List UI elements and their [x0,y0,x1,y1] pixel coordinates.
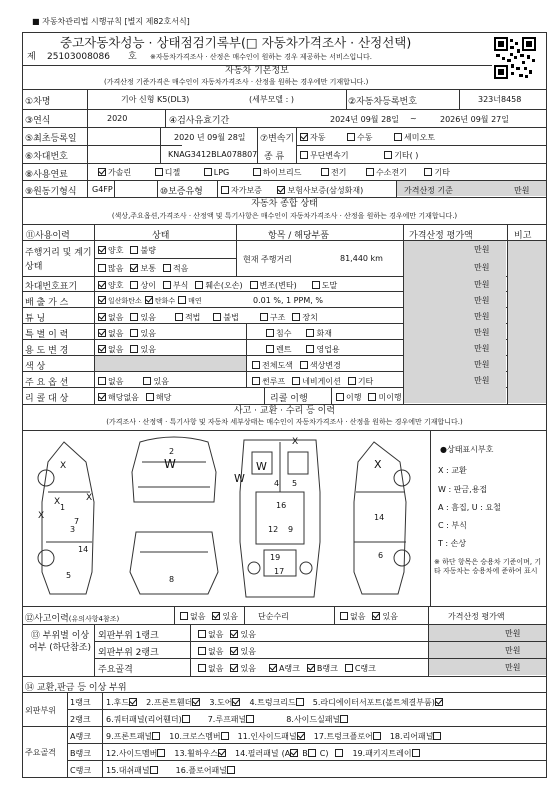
price-header: 가격산정 평가액 [409,231,473,241]
tuning-legal-checkbox[interactable] [175,313,183,321]
law-reference: ■ 자동차관리법 시행규칙 [별지 제82호서식] [32,17,190,26]
gas-label: 배 출 가 스 [25,298,69,308]
mileage-opts-1: 양호 불량 [98,245,163,256]
side-sill-checkbox[interactable] [340,715,348,723]
hood-checkbox[interactable] [129,698,137,706]
valid-from: 2024년 09월 28일 [330,115,399,124]
fuel-options: 가솔린 디젤 LPG 하이브리드 전기 수소전기 기타 [98,167,457,178]
status-title: 자동차 종합 상태 [251,199,318,209]
recall-do-options: 이행 미이행 [336,392,409,403]
recall-options: 해당없음 해당 [98,392,178,403]
mark-x-5: X [292,437,299,447]
special-label: 특 별 이 력 [25,330,69,340]
won-mileage-1: 만원 [474,245,490,254]
recall-label: 리 콜 대 상 [25,394,69,404]
accident-price-label: 가격산정 평가액 [448,612,505,621]
fuel-hydrogen-checkbox[interactable] [366,168,374,176]
won-outer1: 만원 [505,629,521,638]
svg-text:7: 7 [74,517,80,526]
rank-b-items: 12.사이드멤버 13.휠하우스 14.필러패널 (A B C) 19.패키지트레이 [106,748,429,759]
svg-text:3: 3 [70,525,76,534]
reg-no: 323너8458 [478,95,522,104]
gas-values: 0.01 %, 1 PPM, % [253,296,323,305]
engine-label: ⑨원동기형식 [25,187,77,197]
warranty-label: ⑩보증유형 [160,187,203,197]
svg-text:2: 2 [169,447,175,456]
gas-co-checkbox[interactable] [98,296,106,304]
special-options-2: 침수 화재 [252,328,339,339]
navigation-checkbox[interactable] [292,377,300,385]
engine-type: G4FP [92,185,113,194]
recall-notdone-checkbox[interactable] [368,393,376,401]
insurance-warranty-checkbox[interactable] [277,186,285,194]
color-options: 전체도색 색상변경 [252,360,348,371]
state-header: 상태 [152,231,170,241]
option-yes-checkbox[interactable] [143,377,151,385]
mileage-now-label: 현재 주행거리 [243,255,292,264]
change-options-2: 렌트 영업용 [252,344,347,355]
rank2-label: 2랭크 [70,715,91,724]
special-options: 없음 있음 [98,328,163,339]
mileage-value: 81,440 km [340,254,383,263]
mileage-good-checkbox[interactable] [98,246,106,254]
special-yes-checkbox[interactable] [130,329,138,337]
svg-text:5: 5 [66,571,72,580]
legend-title: ●상태표시부호 [440,445,494,454]
plate-smear-checkbox[interactable] [312,281,320,289]
won-frame: 만원 [505,663,521,672]
svg-text:16: 16 [276,501,287,510]
gear-label: ⑦변속기 [260,134,295,144]
won-gas: 만원 [474,296,490,305]
svg-text:14: 14 [374,513,385,522]
legend-scratch: A : 흠집, U : 요철 [438,503,501,512]
mark-x-1: X [60,461,67,471]
fuel-diesel-checkbox[interactable] [155,168,163,176]
tuning-yes-checkbox[interactable] [130,313,138,321]
wheel-house-checkbox[interactable] [218,749,226,757]
rank1-items: 1.후드 2.프론트휀더 3.도어 4.트렁크리드 5.라디에이터서포트(볼트체결부품) [106,697,452,708]
year: 2020 [107,114,128,123]
service-note: ※자동차가격조사 · 산정은 매수인이 원하는 경우 제공하는 서비스입니다. [150,53,372,61]
car-name-label: ①차명 [25,97,51,107]
roof-panel-checkbox[interactable] [246,715,254,723]
flood-checkbox[interactable] [266,329,274,337]
outer-parts-label: 외판부위 [25,706,56,715]
plate-rust-checkbox[interactable] [163,281,171,289]
svg-text:1: 1 [60,503,66,512]
frame-options: 없음 있음 A랭크 B랭크 C랭크 [198,663,383,674]
mileage-opts-2: 많음 보통 적음 [98,263,195,274]
change-none-checkbox[interactable] [98,345,106,353]
qr-code [494,37,536,79]
outer1-yes-checkbox[interactable] [230,630,238,638]
special-none-checkbox[interactable] [98,329,106,337]
detail-model: (세부모델 : ) [249,95,294,104]
simple-repair-label: 단순수리 [258,612,289,621]
outer2-none-checkbox[interactable] [198,647,206,655]
cross-member-checkbox[interactable] [221,732,229,740]
outer1-none-checkbox[interactable] [198,630,206,638]
recall-none-checkbox[interactable] [98,393,106,401]
note-header: 비고 [514,231,532,241]
body-parts-label: ⑬ 부위별 이상여부 (하단참조) [28,631,92,653]
doc-no-suffix: 호 [128,52,137,62]
outer2-options: 없음 있음 [198,646,263,657]
rear-panel-checkbox[interactable] [433,732,441,740]
plate-good-checkbox[interactable] [98,281,106,289]
option-label: 주 요 옵 션 [25,378,69,388]
option-options: 없음 있음 [98,376,176,387]
color-label: 색 상 [25,362,46,372]
dash-panel-checkbox[interactable] [150,766,158,774]
gear-semi-auto-checkbox[interactable] [394,133,402,141]
car-diagram [24,432,428,604]
basic-info-title: 자동차 기본정보 [225,66,289,76]
mileage-few-checkbox[interactable] [163,264,171,272]
svg-text:4: 4 [274,479,280,488]
package-tray-checkbox[interactable] [412,749,420,757]
legend-corrosion: C : 부식 [438,521,467,530]
mark-w-1: W [164,457,176,471]
front-fender-checkbox[interactable] [192,698,200,706]
basic-info-note: (가격산정 기준가격은 매수인이 자동차가격조사 · 산정을 원하는 경우에만 기재합니다.) [104,78,369,86]
floor-panel-checkbox[interactable] [227,766,235,774]
fuel-electric-checkbox[interactable] [321,168,329,176]
mark-w-2: W [256,460,267,473]
outer1-options: 없음 있음 [198,629,263,640]
plate-diff-checkbox[interactable] [130,281,138,289]
svg-text:12: 12 [268,525,279,534]
year-label: ③연식 [25,116,51,126]
mark-x-3: X [38,511,45,521]
plate-label: 차대번호표기 [25,282,78,292]
pillar-a-checkbox[interactable] [290,749,298,757]
accident-title: 사고 · 교환 · 수리 등 이력 [233,406,336,416]
svg-text:17: 17 [274,567,285,576]
simple-yes-checkbox[interactable] [372,612,380,620]
fire-checkbox[interactable] [306,329,314,337]
accident-history-label: ⑫사고이력(유의사항4참조) [25,614,120,624]
mileage-normal-checkbox[interactable] [130,264,138,272]
rank-b-label: B랭크 [70,749,91,758]
door-checkbox[interactable] [232,698,240,706]
change-options: 없음 있음 [98,344,163,355]
won-color: 만원 [474,360,490,369]
mileage-bad-checkbox[interactable] [130,246,138,254]
svg-text:5: 5 [292,479,298,488]
rank1-label: 1랭크 [70,698,91,707]
recall-yes-checkbox[interactable] [146,393,154,401]
item-header: 항목 / 해당부품 [268,231,329,241]
first-reg-date: 2020 년 09월 28일 [174,133,246,142]
vin-label: ⑥차대번호 [25,152,68,162]
simple-none-checkbox[interactable] [340,612,348,620]
outer-rank2-label: 외판부위 2랭크 [98,648,159,658]
gear-manual-checkbox[interactable] [347,133,355,141]
won-option: 만원 [474,376,490,385]
won-plate: 만원 [474,280,490,289]
won-tuning: 만원 [474,312,490,321]
plate-damage-checkbox[interactable] [195,281,203,289]
vin: KNAG3412BLA078807 [168,150,258,159]
mark-x-2: X [54,497,61,507]
valid-label: ④검사유효기간 [169,116,230,126]
option-other-checkbox[interactable] [348,377,356,385]
change-yes-checkbox[interactable] [130,345,138,353]
radiator-support-checkbox[interactable] [435,698,443,706]
fuel-gasoline-checkbox[interactable] [98,168,106,176]
valid-tilde: ~ [410,114,417,123]
pillar-c-checkbox[interactable] [335,749,343,757]
frame-b-checkbox[interactable] [307,664,315,672]
outer-rank1-label: 외판부위 1랭크 [98,631,159,641]
price-std-won: 만원 [514,186,530,195]
rank-a-items: 9.프론트패널 10.크로스멤버 11.인사이드패널 17.트렁크플로어 18.리어패널 [106,731,450,742]
frame-a-checkbox[interactable] [269,664,277,672]
gear-type-label: 종 류 [264,152,285,162]
won-change: 만원 [474,344,490,353]
full-paint-checkbox[interactable] [252,361,260,369]
valid-to: 2026년 09월 27일 [440,115,509,124]
tuning-struct-checkbox[interactable] [260,313,268,321]
tuning-device-checkbox[interactable] [292,313,300,321]
tuning-label: 튜 닝 [25,314,46,324]
rear-top-outline [130,532,218,594]
mark-x-4: X [86,493,93,503]
first-reg-label: ⑤최초등록일 [25,134,77,144]
warranty-options: 자가보증 보험사보증(삼성화재) [221,185,370,196]
accident-yes-checkbox[interactable] [212,612,220,620]
side-member-checkbox[interactable] [157,749,165,757]
doc-no-prefix: 제 [27,52,36,62]
form-title: 중고자동차성능 · 상태점검기록부(□ 자동차가격조사 · 산정선택) [60,35,412,50]
legend-exchange: X : 교환 [438,466,467,475]
legend-weld: W : 판금,용접 [438,485,488,494]
rent-checkbox[interactable] [266,345,274,353]
tuning-options: 없음 있음 적법 불법 구조 장치 [98,312,325,323]
option-none-checkbox[interactable] [98,377,106,385]
gas-smoke-checkbox[interactable] [178,296,186,304]
use-history-header: ⑪사용이력 [26,231,70,241]
gas-hc-checkbox[interactable] [145,296,153,304]
gear-other-checkbox[interactable] [384,151,392,159]
price-std-label: 가격산정 기준 [404,186,453,195]
tuning-none-checkbox[interactable] [98,313,106,321]
gas-options: 일산화탄소 탄화수 매연 [98,296,209,306]
recall-do-label: 리콜 이행 [270,394,308,404]
frame-none-checkbox[interactable] [198,664,206,672]
parts-title: ⑭ 교환,판금 등 이상 부위 [25,683,127,693]
gear-auto-checkbox[interactable] [300,133,308,141]
inside-panel-checkbox[interactable] [297,732,305,740]
accident-none-checkbox[interactable] [180,612,188,620]
fuel-hybrid-checkbox[interactable] [253,168,261,176]
svg-text:6: 6 [378,551,384,560]
fuel-other-checkbox[interactable] [424,168,432,176]
rank-c-items: 15.대쉬패널 16.플로어패널 [106,765,244,776]
main-frame-label: 주요골격 [25,748,56,757]
svg-text:14: 14 [78,545,89,554]
trunk-floor-checkbox[interactable] [373,732,381,740]
accident-note: (가격조사 · 산정액 · 특기사항 및 자동차 세부상태는 매수인이 자동차가격조사 · 산정을 원하는 경우에만 기재합니다.) [106,418,463,426]
mark-x-6: X [374,458,382,471]
status-note: (색상,주요옵션,가격조사 · 산정액 및 특기사항은 매수인이 자동차가격조사 · 산정을 원하는 경우에만 기재합니다.) [111,212,458,220]
gear-options-2: 무단변속기 기타( ) [300,150,425,161]
svg-text:8: 8 [169,575,175,584]
business-checkbox[interactable] [306,345,314,353]
rank-c-label: C랭크 [70,766,92,775]
mileage-label: 주행거리 및 계기상태 [25,248,92,272]
mark-w-3: W [234,472,245,485]
fuel-lpg-checkbox[interactable] [204,168,212,176]
plate-altered-checkbox[interactable] [250,281,258,289]
sunroof-checkbox[interactable] [252,377,260,385]
legend-note: ※ 하단 항목은 승용차 기준이며, 기타 자동차는 승용차에 준하여 표시 [434,558,542,575]
doc-number: 25103008086 [47,52,110,62]
gear-cvt-checkbox[interactable] [300,151,308,159]
frame-label: 주요골격 [98,665,133,675]
trunk-lid-checkbox[interactable] [296,698,304,706]
simple-repair-options: 없음 있음 [340,611,405,622]
recall-done-checkbox[interactable] [336,393,344,401]
self-warranty-checkbox[interactable] [221,186,229,194]
frame-c-checkbox[interactable] [345,664,353,672]
rank-a-label: A랭크 [70,732,91,741]
color-change-checkbox[interactable] [300,361,308,369]
rank2-items: 6.쿼터패널(리어휀더) 7.루프패널 8.사이드실패널 [106,714,357,725]
option-options-2: 썬루프 네비게이션 기타 [252,376,380,387]
accident-history-options: 없음 있음 [180,611,245,622]
won-mileage-2: 만원 [474,263,490,272]
won-special: 만원 [474,328,490,337]
pillar-b-checkbox[interactable] [308,749,316,757]
gear-options-1: 자동 수동 세미오토 [300,132,442,143]
outer2-yes-checkbox[interactable] [230,647,238,655]
change-label: 용 도 변 경 [25,346,69,356]
won-outer2: 만원 [505,646,521,655]
fuel-label: ⑧사용연료 [25,170,68,180]
reg-no-label: ②자동차등록번호 [348,97,417,107]
tuning-illegal-checkbox[interactable] [213,313,221,321]
car-name: 기아 신형 K5(DL3) [121,95,190,104]
svg-text:19: 19 [270,553,281,562]
quarter-panel-checkbox[interactable] [182,715,190,723]
frame-yes-checkbox[interactable] [230,664,238,672]
legend-damage: T : 손상 [438,539,467,548]
front-panel-checkbox[interactable] [152,732,160,740]
plate-options: 양호 상이 부식 훼손(오손) 변조(변타) 도말 [98,280,344,291]
svg-text:9: 9 [288,525,294,534]
mileage-many-checkbox[interactable] [98,264,106,272]
